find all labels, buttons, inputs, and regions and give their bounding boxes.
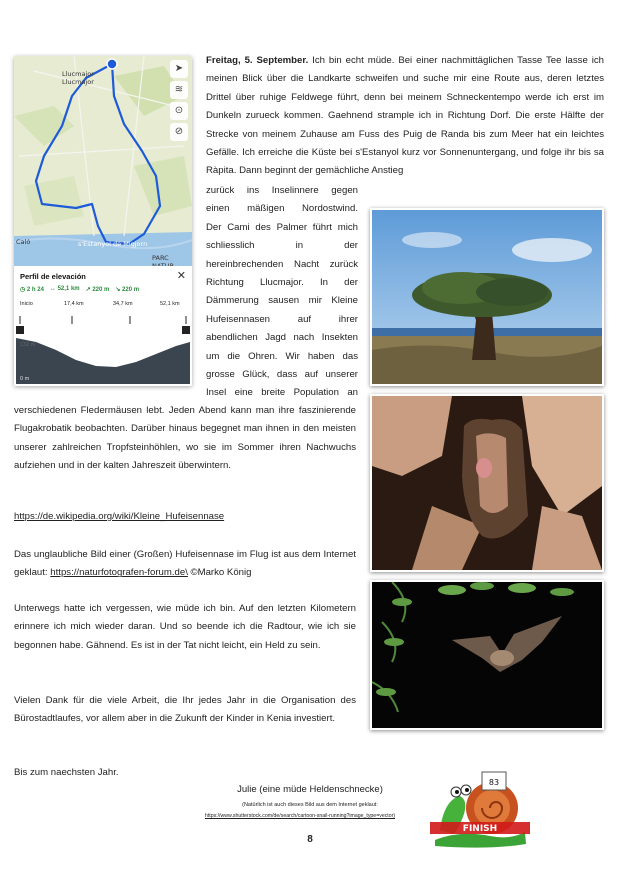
snail-bib-number: 83 xyxy=(488,778,500,787)
elevation-chart xyxy=(16,316,190,384)
photo-coastal-tree xyxy=(370,208,604,386)
wikipedia-link[interactable]: https://de.wikipedia.org/wiki/Kleine_Hufeisennase xyxy=(14,511,225,522)
map-graphic xyxy=(14,56,192,266)
finish-banner: FINISH xyxy=(462,824,498,834)
paragraph-3: Unterwegs hatte ich vergessen, wie müde ich bin. Auf den letzten Kilometern erinnere ich mich wieder daran. Und so beende ich die Radtour, wie ich sie begonnen habe. Gähnend. Es ist in der Tat nicht leicht, ein Held zu sein. xyxy=(14,603,356,651)
photo-hanging-bat xyxy=(370,394,604,572)
map-label-estanyol: s'Estanyol de Migjorn xyxy=(78,240,148,248)
photo-flying-bat xyxy=(370,580,604,730)
snail-cartoon-image xyxy=(430,770,530,850)
footnote-link-line xyxy=(150,813,450,819)
page-number: 8 xyxy=(307,834,313,845)
descent-stat: ↘ 220 m xyxy=(115,287,140,293)
profile-title: Perfil de elevación xyxy=(20,272,86,281)
distance-stat: ↔ 52,1 km xyxy=(49,286,80,292)
paragraph-1-rest: verschiedenen Fledermäusen lebt. Jeden Abend kann man ihre faszinierende Flugakrobatik beobachten. Darüber hinaus begegnet man ihnen in den meisten unserer zahlreichen Tropfsteinhöhlen, wo sie im Sommer ihren Nachwuchs aufziehen und in der kalten Jahreszeit überwintern. xyxy=(14,405,356,472)
date-heading: Freitag, 5. September. xyxy=(206,55,309,66)
elevation-profile-panel xyxy=(14,266,192,386)
locate-icon[interactable]: ⊙ xyxy=(170,102,188,120)
close-icon[interactable]: ✕ xyxy=(176,270,186,282)
marker-start: Inicio xyxy=(20,301,33,307)
signature: Julie (eine müde Heldenschnecke) xyxy=(237,784,383,795)
paragraph-1-intro: Freitag, 5. September. Ich bin echt müde. Bei einer nachmittäglichen Tasse Tee lasse ich meinen Blick über die Landkarte schweifen und suche mir eine Route aus, deren letztes Drittel über ruhige Feldwege führt, denn bei meinem Schneckentempo werde ich erst im Dunkeln zurueck kommen. Gaehnend strample ich in Richtung Dorf. Die erste Hälfte der Strecke von meinem Zuhause am Fuss des Puig de Randa bis zum Meer hat ein leichtes Gefälle. Ich erreiche die Küste bei s'Estanyol kurz vor Sonnenuntergang, und folge ihr bis sa Ràpita. Dann beginnt der gemächliche Anstieg xyxy=(206,55,604,177)
paragraph-2: Das unglaubliche Bild einer (Großen) Hufeisennase im Flug ist aus dem Internet geklaut: https://naturfotografen-forum.de\ ©Marko König xyxy=(14,549,356,579)
closing-line: Bis zum naechsten Jahr. xyxy=(14,767,119,778)
navigation-arrow-icon[interactable]: ➤ xyxy=(170,60,188,78)
naturfotografen-link[interactable]: https://naturfotografen-forum.de\ xyxy=(50,567,188,579)
route-stats xyxy=(20,286,186,293)
paragraph-1-wrapped: zurück ins Inselinnere gegen einen mäßigen Nordostwind. Der Cami des Palmer führt mich schliesslich in der hereinbrechenden Nacht zurück Richtung Llucmajor. In der Dämmerung sausen mir Kleine Hufeisennasen auf ihrer abendlichen Jagd nach Insekten um die Ohren. Wir haben das grosse Glück, dass auf unserer Insel eine breite Population an xyxy=(206,185,358,399)
map-label-town-2: Llucmajor xyxy=(62,78,94,86)
marker-2: 34,7 km xyxy=(113,301,133,307)
paragraph-4: Vielen Dank für die viele Arbeit, die Ihr jedes Jahr in die Organisation des Bürostadtlaufes, vor allem aber in die Zukunft der Kinder in Kenia investiert. xyxy=(14,695,356,725)
layers-icon[interactable]: ≋ xyxy=(170,81,188,99)
marker-1: 17,4 km xyxy=(64,301,84,307)
route-map[interactable] xyxy=(14,56,192,266)
duration-stat: ◷ 2 h 24 xyxy=(20,287,44,293)
wikipedia-link-line xyxy=(14,508,356,526)
map-label-park: PARC xyxy=(152,254,169,262)
footnote: (Natürlich ist auch dieses Bild aus dem Internet geklaut: xyxy=(242,802,378,808)
map-label-town: Llucmajor xyxy=(62,70,94,78)
map-label-coast: Caló xyxy=(16,238,31,246)
visibility-off-icon[interactable]: ⊘ xyxy=(170,123,188,141)
ascent-stat: ↗ 220 m xyxy=(85,287,110,293)
marker-end: 52,1 km xyxy=(160,301,180,307)
elevation-max: 132 m xyxy=(20,342,36,348)
elevation-min: 0 m xyxy=(20,376,30,382)
map-toolbar xyxy=(170,60,188,141)
shutterstock-link[interactable]: https://www.shutterstock.com/de/search/cartoon-snail-running?image_type=vector) xyxy=(204,813,396,819)
route-map-card xyxy=(14,56,192,386)
